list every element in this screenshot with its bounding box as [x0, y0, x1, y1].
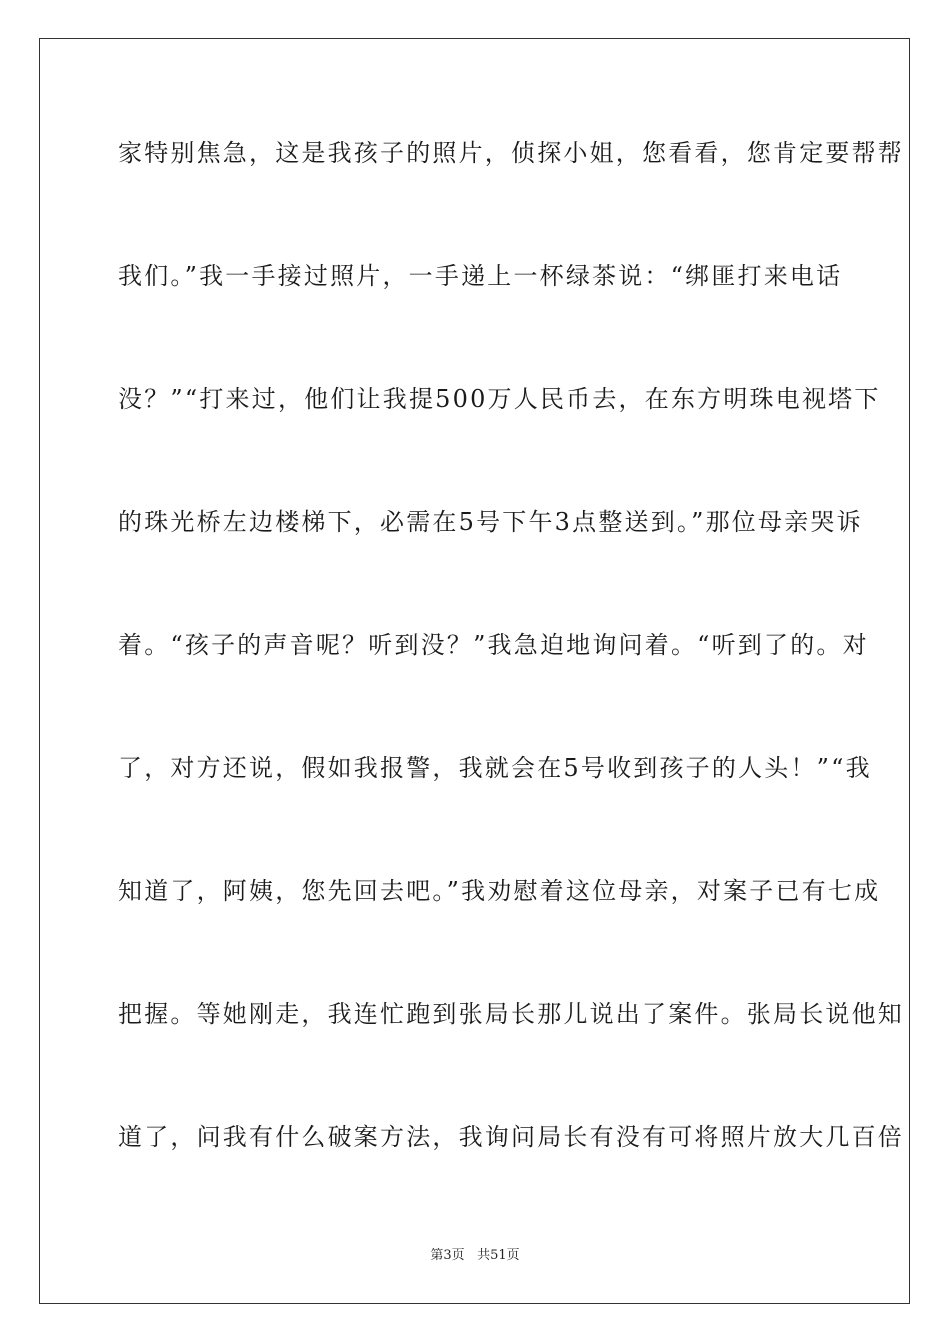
text-line-7: 知道了，阿姨，您先回去吧。”我劝慰着这位母亲，对案子已有七成 [118, 877, 881, 905]
text-line-4: 的珠光桥左边楼梯下，必需在5号下午3点整送到。”那位母亲哭诉 [118, 508, 863, 536]
body-text [118, 130, 904, 1237]
text-line-9: 道了，问我有什么破案方法，我询问局长有没有可将照片放大几百倍 [118, 1123, 904, 1151]
page-footer [0, 1244, 950, 1263]
footer-spacer [465, 1248, 477, 1263]
page-total: 共51页 [477, 1248, 520, 1263]
page-number: 第3页 [430, 1248, 465, 1263]
text-line-6: 了，对方还说，假如我报警，我就会在5号收到孩子的人头！”“我 [118, 754, 872, 782]
text-line-3: 没？”“打来过，他们让我提500万人民币去，在东方明珠电视塔下 [118, 385, 881, 413]
text-line-1: 家特别焦急，这是我孩子的照片，侦探小姐，您看看，您肯定要帮帮 [118, 139, 904, 167]
text-line-2: 我们。”我一手接过照片，一手递上一杯绿茶说：“绑匪打来电话 [118, 262, 843, 290]
text-line-5: 着。“孩子的声音呢？听到没？”我急迫地询问着。“听到了的。对 [118, 631, 869, 659]
text-line-8: 把握。等她刚走，我连忙跑到张局长那儿说出了案件。张局长说他知 [118, 1000, 904, 1028]
